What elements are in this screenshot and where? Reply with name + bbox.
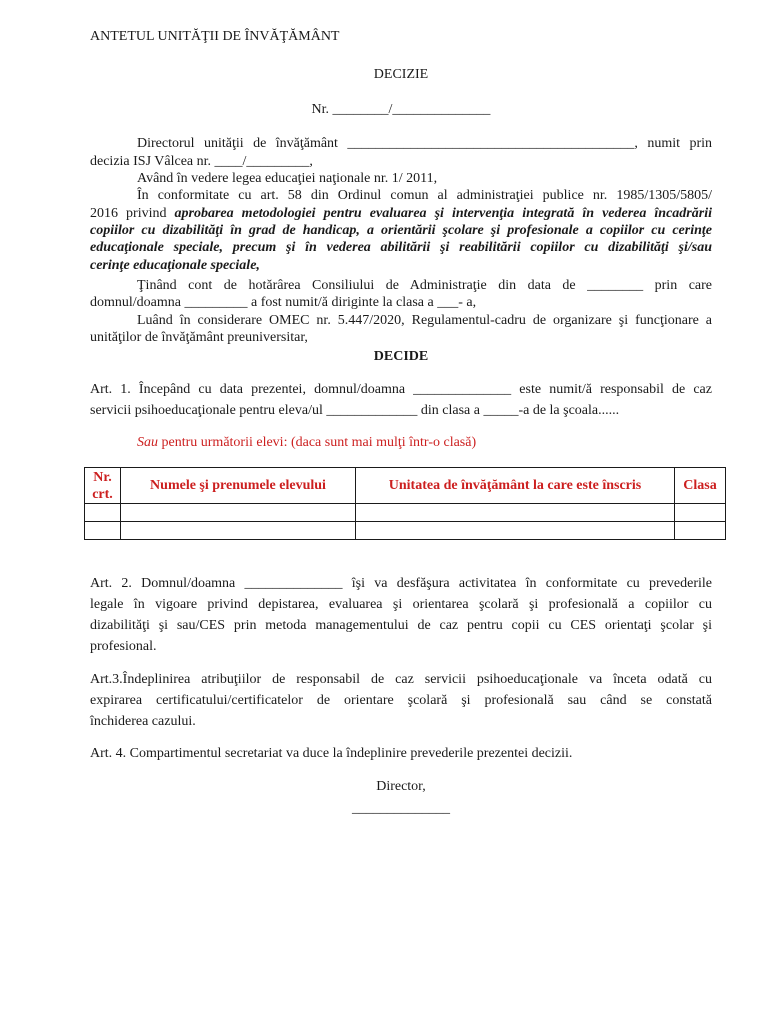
table-row [85,522,726,540]
article-3-line2: expirarea certificatului/certificatelor de orientare şcolară şi profesională sau când se constată [90,693,712,708]
preamble-director-line1: Directorul unităţii de învăţământ _________________________________________, numit prin [137,136,712,151]
table-cell [356,504,675,522]
document-title: DECIZIE [373,67,429,82]
table-cell [121,504,356,522]
header-class: Clasa [675,468,726,504]
table-row [85,504,726,522]
article-3-line1: Art.3.Îndeplinirea atribuţiilor de responsabil de caz servicii psihoeducaţionale va înceta odată cu [90,672,712,687]
preamble-order-line2: 2016 privind aprobarea metodologiei pentru evaluarea şi intervenţia integrată în vederea încadrării [90,206,712,221]
header-school-unit: Unitatea de învăţământ la care este înscris [356,468,675,504]
table-header-row [85,468,726,504]
article-2-line4: profesional. [90,639,157,654]
signature-line: ______________ [352,801,450,816]
article-1-line2: servicii psihoeducaţionale pentru eleva/ul _____________ din clasa a _____-a de la şcoala...... [90,403,620,418]
preamble-omec-line2: unităţilor de învăţământ preuniversitar, [90,330,308,345]
table-cell [85,522,121,540]
article-4: Art. 4. Compartimentul secretariat va duce la îndeplinire prevederile prezentei decizii. [90,746,573,761]
table-cell [675,504,726,522]
article-3-line3: închiderea cazului. [90,714,196,729]
students-table [84,467,726,540]
header-student-name: Numele şi prenumele elevului [121,468,356,504]
table-cell [675,522,726,540]
preamble-order-line5: cerinţe educaţionale speciale, [90,258,260,273]
table-cell [85,504,121,522]
preamble-director-line2: decizia ISJ Vâlcea nr. ____/_________, [90,154,313,169]
director-label: Director, [376,779,426,794]
article-2-line2: legale în vigoare privind depistarea, evaluarea şi orientarea şcolară şi profesională a copiilor cu [90,597,712,612]
preamble-order-line3: copiilor cu dizabilităţi în grad de handicap, a orientării şcolare şi profesionale a copiilor cu cerinţe [90,223,712,238]
preamble-omec-line1: Luând în considerare OMEC nr. 5.447/2020, Regulamentul-cadru de organizare şi funcţionare a [137,313,712,328]
multiple-students-note: Sau pentru următorii elevi: (daca sunt mai mulţi într-o clasă) [137,435,477,450]
header-nr-crt: Nr. crt. [85,468,121,504]
preamble-board-line2: domnul/doamna _________ a fost numit/ă diriginte la clasa a ___- a, [90,295,477,310]
table-cell [356,522,675,540]
article-1-line1: Art. 1. Începând cu data prezentei, domnul/doamna ______________ este numit/ă responsabil de caz [90,382,712,397]
decision-number: Nr. ________/______________ [311,102,491,117]
article-2-line3: dizabilităţi şi sau/CES prin metoda managementului de caz pentru copii cu CES orientaţi şcolar şi [90,618,712,633]
article-2-line1: Art. 2. Domnul/doamna ______________ îşi va desfăşura activitatea în conformitate cu prevederile [90,576,712,591]
table-cell [121,522,356,540]
preamble-law: Având în vedere legea educaţiei naţionale nr. 1/ 2011, [137,171,438,186]
decide-heading: DECIDE [373,349,429,364]
institution-header: ANTETUL UNITĂŢII DE ÎNVĂŢĂMÂNT [90,29,340,44]
preamble-order-line4: educaţionale speciale, precum şi în vederea abilitării şi reabilitării copiilor cu dizabilităţi şi/sau [90,240,712,255]
preamble-order-line1: În conformitate cu art. 58 din Ordinul comun al administraţiei publice nr. 1985/1305/5805/ [137,188,712,203]
preamble-board-line1: Ţinând cont de hotărârea Consiliului de Administraţie din data de ________ prin care [137,278,712,293]
